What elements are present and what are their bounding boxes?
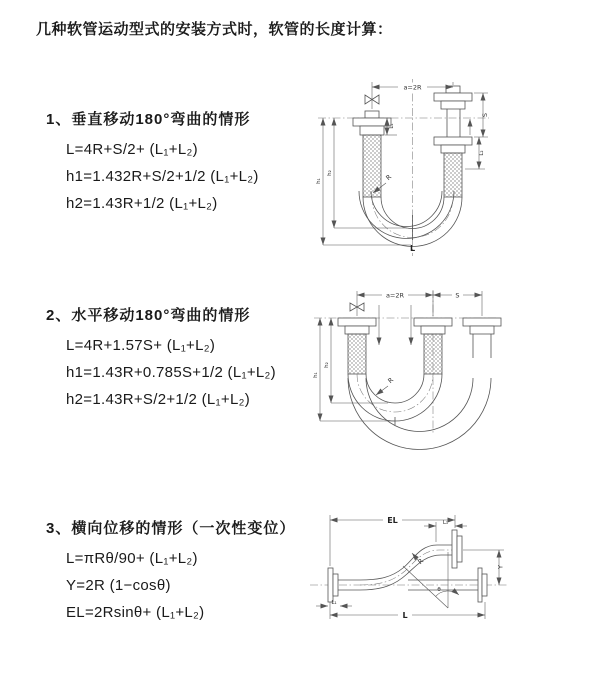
section-3 — [46, 517, 295, 626]
radius-label: R — [416, 557, 426, 567]
left-hose-fitting — [338, 318, 376, 374]
dim-label-el: EL — [387, 516, 398, 525]
middle-hose-fitting — [414, 318, 452, 374]
section-2 — [46, 304, 276, 413]
right-flange — [452, 530, 462, 568]
formula-line: Y=2R (1−cosθ) — [66, 577, 171, 594]
formula-line: EL=2Rsinθ+ (L₁+L₂) — [66, 604, 205, 621]
section-2-formulas — [66, 332, 276, 413]
hose-u-bend — [359, 191, 462, 247]
formula-line: h1=1.432R+S/2+1/2 (L₁+L₂) — [66, 168, 259, 185]
formula-line: L=4R+S/2+ (L₁+L₂) — [66, 141, 198, 158]
radius-label: R — [384, 173, 394, 183]
dim-label-s: S — [455, 291, 460, 300]
formula-line: L=4R+1.57S+ (L₁+L₂) — [66, 337, 216, 354]
section-3-heading: 3、横向位移的情形（一次性变位） — [46, 520, 296, 537]
section-1 — [46, 108, 259, 217]
dim-label-h2: h₂ — [324, 362, 330, 368]
radius-label: R — [386, 376, 396, 386]
dim-label-h2: h₂ — [327, 170, 333, 176]
dim-label-l1: L₁ — [389, 123, 395, 129]
hose-u-bends — [348, 374, 491, 449]
dim-label-y: Y — [496, 565, 505, 569]
displaced-hose-fitting — [463, 318, 501, 358]
dimensions-top — [357, 291, 482, 317]
centerlines — [314, 290, 497, 435]
dim-label-l1-top: L₁ — [442, 520, 449, 526]
dim-label-l: L — [402, 611, 408, 620]
formula-line: h2=1.43R+S/2+1/2 (L₁+L₂) — [66, 391, 251, 408]
angle-theta-label: θ — [437, 587, 441, 593]
dim-label-a2r: a=2R — [385, 291, 405, 300]
formula-line: L=πRθ/90+ (L₁+L₂) — [66, 550, 198, 567]
dim-label-s: S — [481, 112, 489, 118]
right-hose-fitting — [434, 86, 472, 197]
dim-label-l2: L₂ — [479, 150, 485, 156]
section-2-heading: 2、水平移动180°弯曲的情形 — [46, 307, 251, 324]
page-title: 几种软管运动型式的安装方式时，软管的长度计算： — [36, 21, 393, 38]
dim-label-l1-bottom: L₁ — [331, 600, 337, 606]
dimensions — [316, 515, 505, 621]
diagram-vertical-180-bend — [315, 73, 510, 258]
section-1-heading: 1、垂直移动180°弯曲的情形 — [46, 111, 251, 128]
diagram-lateral-displacement — [308, 498, 513, 633]
diagram-horizontal-180-bend — [312, 283, 502, 458]
section-3-formulas — [66, 545, 295, 626]
length-label: L — [409, 244, 416, 253]
formula-line: h2=1.43R+1/2 (L₁+L₂) — [66, 195, 218, 212]
s-curve-hose — [360, 545, 452, 590]
dim-label-h1: h₁ — [316, 178, 322, 184]
section-1-formulas — [66, 136, 259, 217]
formula-line: h1=1.43R+0.785S+1/2 (L₁+L₂) — [66, 364, 276, 381]
dim-label-h1: h₁ — [313, 372, 319, 378]
dim-label-a2r: a=2R — [403, 83, 422, 92]
